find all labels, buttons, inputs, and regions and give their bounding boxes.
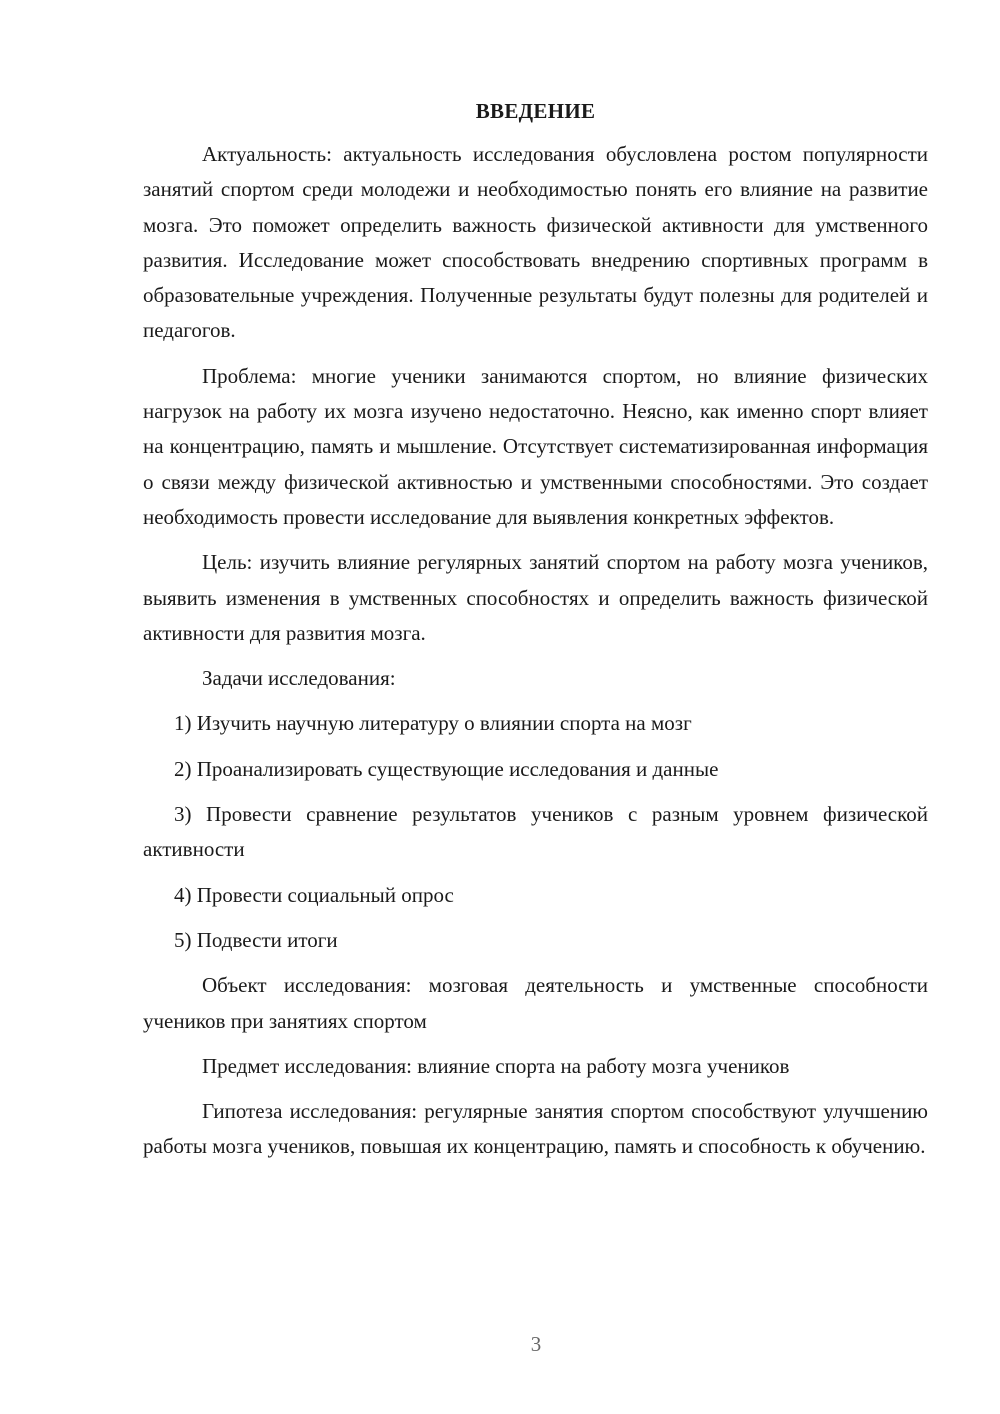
problem-paragraph: Проблема: многие ученики занимаются спортом, но влияние физических нагрузок на работу их мозга изучено недостаточно. Неясно, как именно спорт влияет на концентрацию, память и мышление. Отсутствует систематизированная информация о связи между физической активностью и умственными способностями. Это создает необходимость провести исследование для выявления конкретных эффектов. bbox=[143, 363, 928, 529]
task-item-5: 5) Подвести итоги bbox=[174, 927, 338, 952]
goal-paragraph: Цель: изучить влияние регулярных занятий спортом на работу мозга учеников, выявить изменения в умственных способностях и определить важность физической активности для развития мозга. bbox=[143, 550, 928, 645]
task-item-4: 4) Провести социальный опрос bbox=[174, 882, 454, 907]
task-item-2: 2) Проанализировать существующие исследования и данные bbox=[174, 756, 719, 781]
object-paragraph: Объект исследования: мозговая деятельность и умственные способности учеников при занятиях спортом bbox=[143, 973, 928, 1033]
task-item-3: 3) Провести сравнение результатов учеников с разным уровнем физической активности bbox=[143, 802, 928, 862]
subject-paragraph: Предмет исследования: влияние спорта на работу мозга учеников bbox=[202, 1053, 790, 1078]
task-item-1: 1) Изучить научную литературу о влиянии спорта на мозг bbox=[174, 711, 692, 736]
relevance-paragraph: Актуальность: актуальность исследования обусловлена ростом популярности занятий спортом среди молодежи и необходимостью понять его влияние на развитие мозга. Это поможет определить важность физической активности для умственного развития. Исследование может способствовать внедрению спортивных программ в образовательные учреждения. Полученные результаты будут полезны для родителей и педагогов. bbox=[143, 142, 928, 343]
document-page bbox=[143, 94, 928, 1175]
hypothesis-paragraph: Гипотеза исследования: регулярные занятия спортом способствуют улучшению работы мозга учеников, повышая их концентрацию, память и способность к обучению. bbox=[143, 1099, 928, 1159]
tasks-title: Задачи исследования: bbox=[202, 666, 396, 691]
page-number: 3 bbox=[530, 1332, 542, 1356]
page-heading: ВВЕДЕНИЕ bbox=[475, 99, 596, 123]
